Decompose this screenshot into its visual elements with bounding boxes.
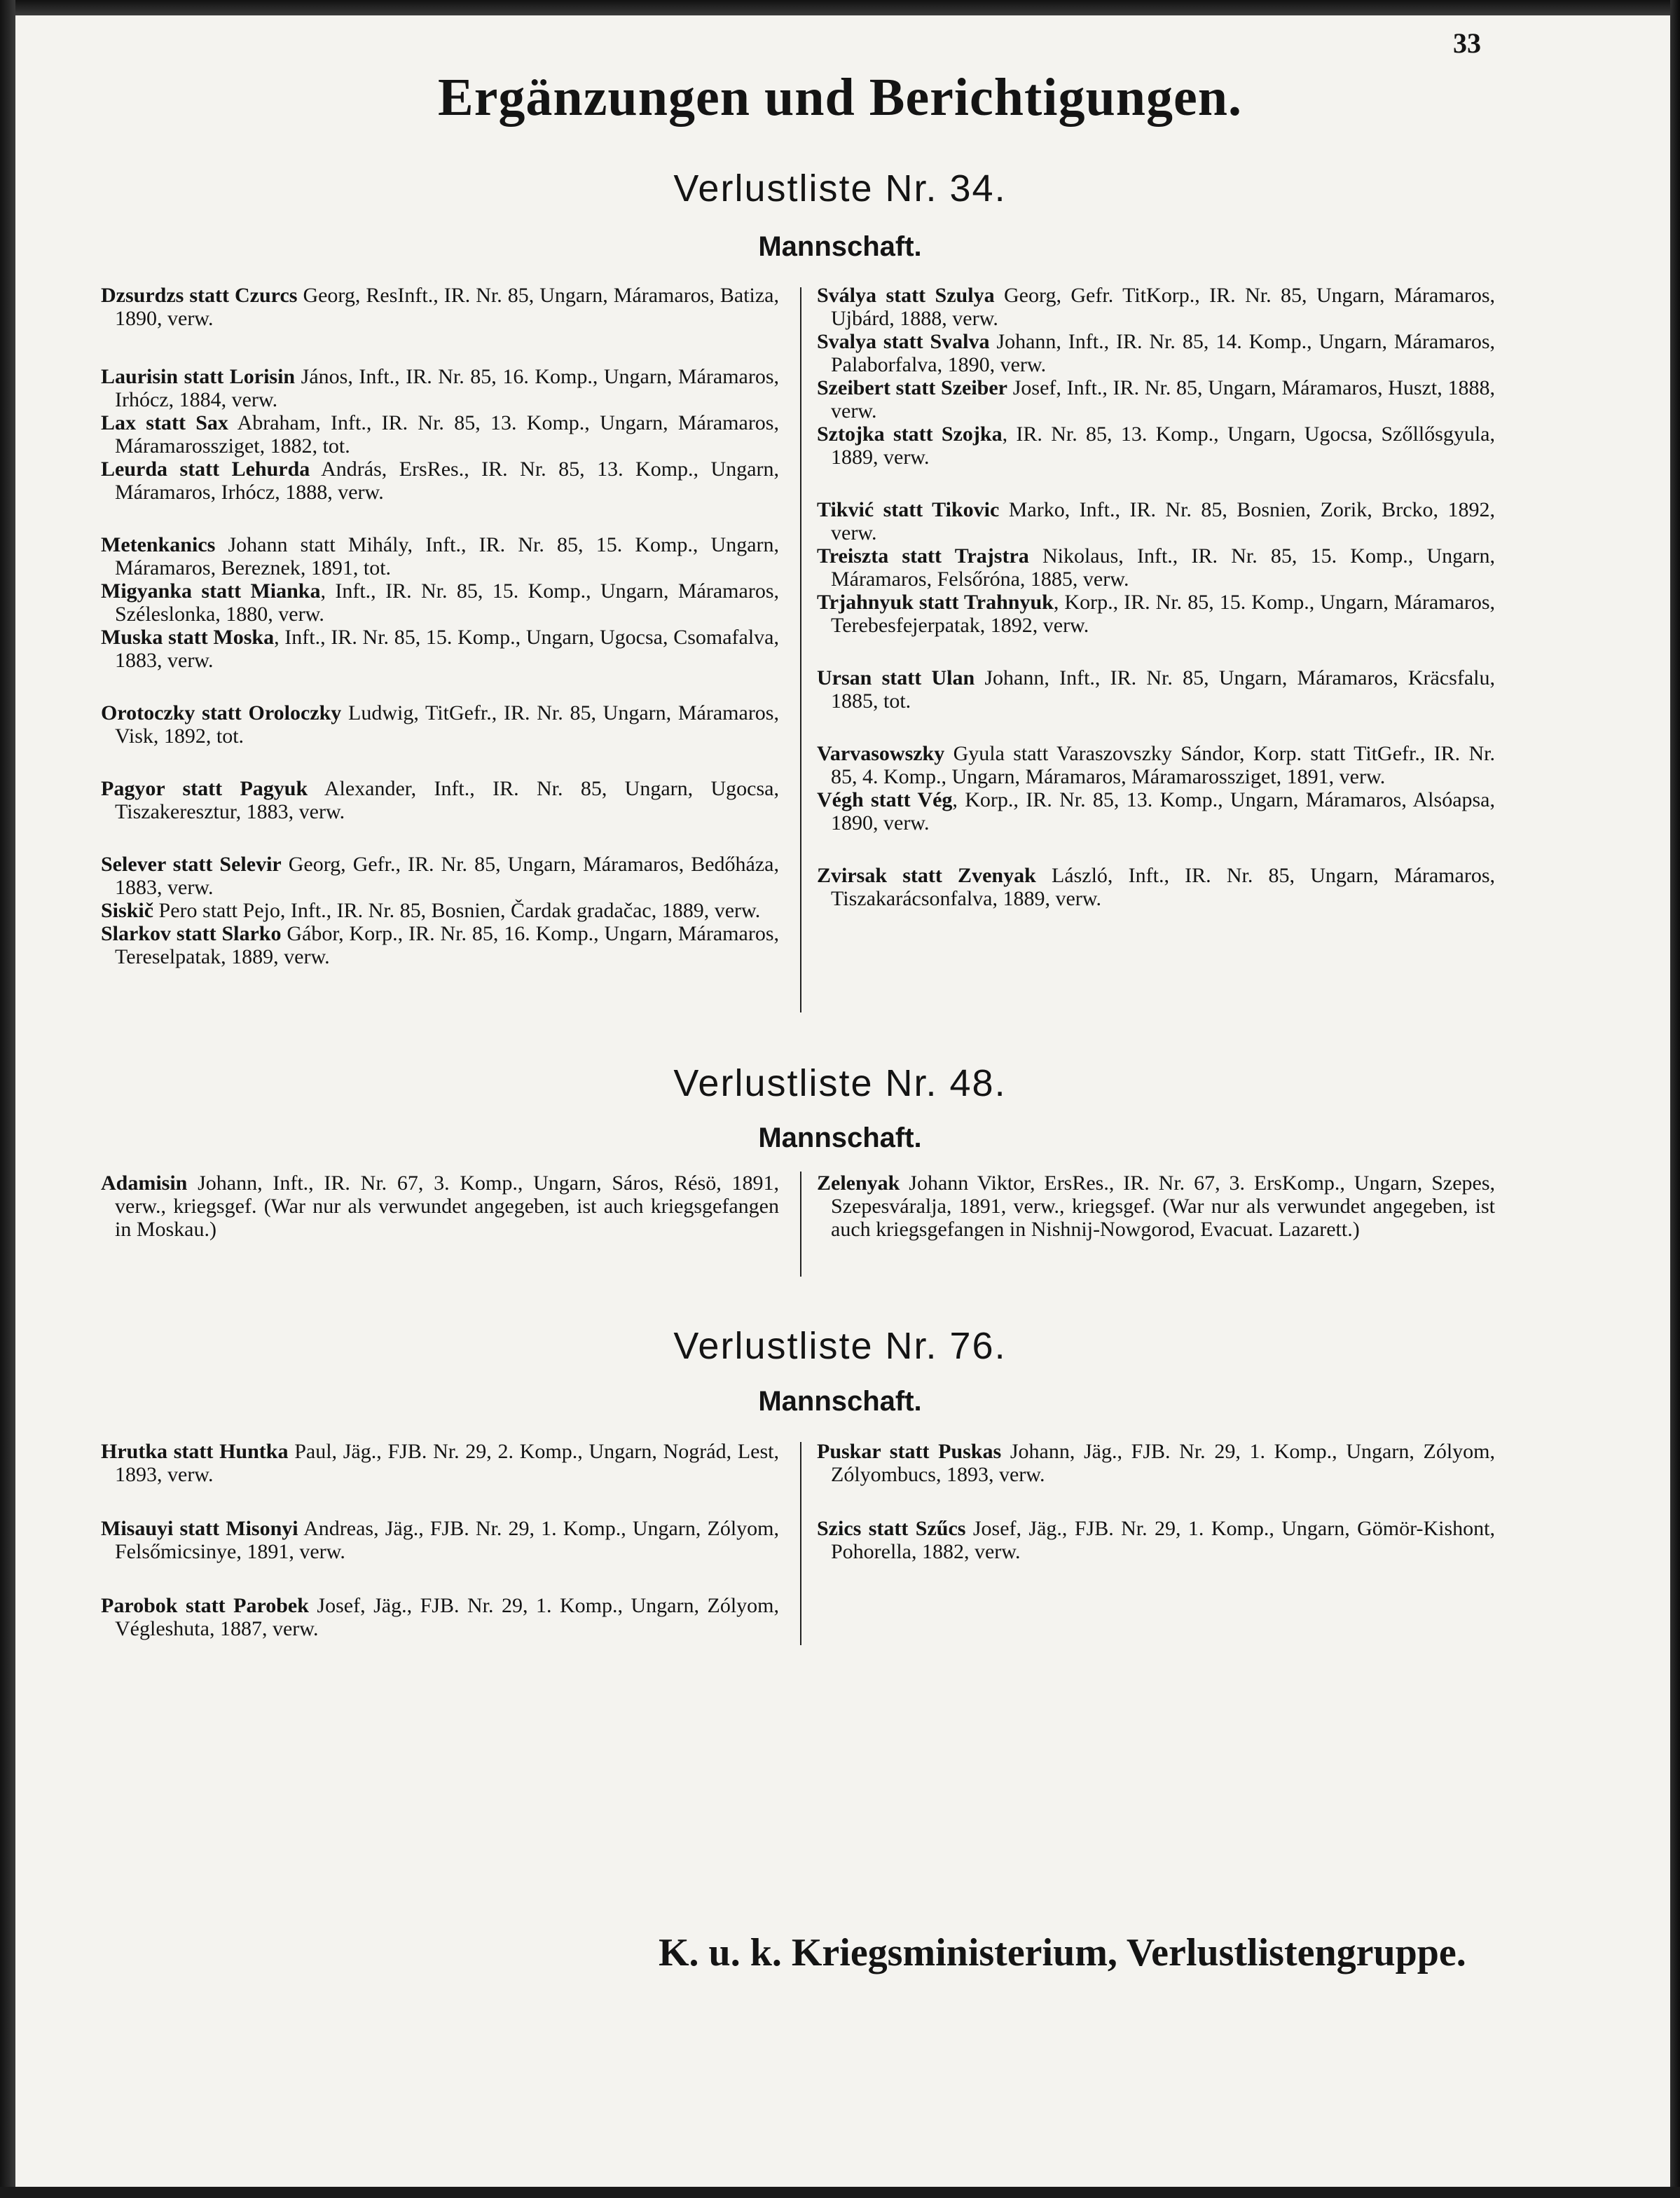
list-item: Slarkov statt Slarko Gábor, Korp., IR. Nr. 85, 16. Komp., Ungarn, Máramaros, Tereselpatak, 1889, verw.	[101, 922, 779, 968]
list-item: Tikvić statt Tikovic Marko, Inft., IR. Nr. 85, Bosnien, Zorik, Brcko, 1892, verw.	[817, 498, 1495, 544]
list-item: Adamisin Johann, Inft., IR. Nr. 67, 3. Komp., Ungarn, Sáros, Résö, 1891, verw., kriegsgef. (War nur als verwundet angegeben, ist auch kriegsgefangen in Moskau.)	[101, 1172, 779, 1241]
list-item: Sválya statt Szulya Georg, Gefr. TitKorp., IR. Nr. 85, Ungarn, Máramaros, Ujbárd, 1888, verw.	[817, 284, 1495, 330]
list-item: Sztojka statt Szojka, IR. Nr. 85, 13. Komp., Ungarn, Ugocsa, Szőllősgyula, 1889, verw.	[817, 423, 1495, 469]
list-item: Treiszta statt Trajstra Nikolaus, Inft., IR. Nr. 85, 15. Komp., Ungarn, Máramaros, Felsőróna, 1885, verw.	[817, 544, 1495, 591]
column-divider	[800, 287, 801, 1012]
list-item: Hrutka statt Huntka Paul, Jäg., FJB. Nr. 29, 2. Komp., Ungarn, Nográd, Lest, 1893, verw.	[101, 1440, 779, 1486]
page-number: 33	[1453, 27, 1481, 59]
list-item: Ursan statt Ulan Johann, Inft., IR. Nr. 85, Ungarn, Máramaros, Kräcsfalu, 1885, tot.	[817, 666, 1495, 713]
section-subtitle-48: Mannschaft.	[758, 1122, 922, 1153]
scan-border-top	[0, 0, 1680, 15]
section-title-34: Verlustliste Nr. 34.	[673, 167, 1007, 210]
list-item: Lax statt Sax Abraham, Inft., IR. Nr. 85, 13. Komp., Ungarn, Máramaros, Máramarossziget, 1882, tot.	[101, 411, 779, 458]
column-right-48	[817, 1172, 1495, 1241]
list-item: Orotoczky statt Oroloczky Ludwig, TitGefr., IR. Nr. 85, Ungarn, Máramaros, Visk, 1892, tot.	[101, 701, 779, 748]
column-right-76	[817, 1440, 1495, 1563]
list-item: Muska statt Moska, Inft., IR. Nr. 85, 15. Komp., Ungarn, Ugocsa, Csomafalva, 1883, verw.	[101, 626, 779, 672]
list-item: Laurisin statt Lorisin János, Inft., IR. Nr. 85, 16. Komp., Ungarn, Máramaros, Irhócz, 1884, verw.	[101, 365, 780, 411]
section-subtitle-76: Mannschaft.	[758, 1386, 922, 1417]
column-divider	[800, 1172, 801, 1277]
list-item: Leurda statt Lehurda András, ErsRes., IR. Nr. 85, 13. Komp., Ungarn, Máramaros, Irhócz, 1888, verw.	[101, 458, 779, 504]
list-item: Zvirsak statt Zvenyak László, Inft., IR. Nr. 85, Ungarn, Máramaros, Tiszakarácsonfalva, 1889, verw.	[817, 864, 1496, 910]
list-item: Svalya statt Svalva Johann, Inft., IR. Nr. 85, 14. Komp., Ungarn, Máramaros, Palaborfalva, 1890, verw.	[817, 330, 1496, 376]
list-item: Varvasowszky Gyula statt Varaszovszky Sándor, Korp. statt TitGefr., IR. Nr. 85, 4. Komp., Ungarn, Máramaros, Máramarossziget, 1891, verw.	[817, 742, 1495, 788]
list-item: Pagyor statt Pagyuk Alexander, Inft., IR. Nr. 85, Ungarn, Ugocsa, Tiszakeresztur, 1883, verw.	[101, 777, 779, 823]
list-item: Zelenyak Johann Viktor, ErsRes., IR. Nr. 67, 3. ErsKomp., Ungarn, Szepes, Szepesváralja, 1891, verw., kriegsgef. (War nur als verwundet angegeben, ist auch kriegsgefangen in Nishnij-Nowgorod, Evacuat. Lazarett.)	[817, 1172, 1495, 1241]
page-title: Ergänzungen und Berichtigungen.	[438, 68, 1242, 127]
list-item: Metenkanics Johann statt Mihály, Inft., IR. Nr. 85, 15. Komp., Ungarn, Máramaros, Bereznek, 1891, tot.	[101, 533, 779, 579]
list-item: Siskič Pero statt Pejo, Inft., IR. Nr. 85, Bosnien, Čardak gradačac, 1889, verw.	[101, 899, 761, 922]
list-item: Trjahnyuk statt Trahnyuk, Korp., IR. Nr. 85, 15. Komp., Ungarn, Máramaros, Terebesfejerpatak, 1892, verw.	[817, 591, 1495, 637]
section-subtitle-34: Mannschaft.	[758, 231, 922, 262]
column-divider	[800, 1442, 801, 1645]
list-item: Puskar statt Puskas Johann, Jäg., FJB. Nr. 29, 1. Komp., Ungarn, Zólyom, Zólyombucs, 1893, verw.	[817, 1440, 1495, 1486]
section-title-48: Verlustliste Nr. 48.	[673, 1062, 1007, 1104]
scan-border-bottom	[0, 2187, 1680, 2198]
column-left-48	[101, 1172, 779, 1241]
list-item: Parobok statt Parobek Josef, Jäg., FJB. Nr. 29, 1. Komp., Ungarn, Zólyom, Végleshuta, 1887, verw.	[101, 1594, 779, 1640]
list-item: Végh statt Vég, Korp., IR. Nr. 85, 13. Komp., Ungarn, Máramaros, Alsóapsa, 1890, verw.	[817, 788, 1496, 834]
list-item: Selever statt Selevir Georg, Gefr., IR. Nr. 85, Ungarn, Máramaros, Bedőháza, 1883, verw.	[101, 853, 779, 899]
column-left-76	[101, 1440, 779, 1640]
column-right-34	[817, 284, 1495, 910]
list-item: Dzsurdzs statt Czurcs Georg, ResInft., IR. Nr. 85, Ungarn, Máramaros, Batiza, 1890, verw.	[101, 284, 780, 330]
signature-line: K. u. k. Kriegsministerium, Verlustlistengruppe.	[659, 1931, 1466, 1974]
list-item: Misauyi statt Misonyi Andreas, Jäg., FJB. Nr. 29, 1. Komp., Ungarn, Zólyom, Felsőmicsinye, 1891, verw.	[101, 1517, 779, 1563]
column-left-34	[101, 284, 779, 968]
list-item: Szics statt Szűcs Josef, Jäg., FJB. Nr. 29, 1. Komp., Ungarn, Gömör-Kishont, Pohorella, 1882, verw.	[817, 1517, 1495, 1563]
list-item: Migyanka statt Mianka, Inft., IR. Nr. 85, 15. Komp., Ungarn, Máramaros, Széleslonka, 1880, verw.	[101, 579, 779, 626]
list-item: Szeibert statt Szeiber Josef, Inft., IR. Nr. 85, Ungarn, Máramaros, Huszt, 1888, verw.	[817, 376, 1495, 423]
section-title-76: Verlustliste Nr. 76.	[673, 1325, 1007, 1367]
